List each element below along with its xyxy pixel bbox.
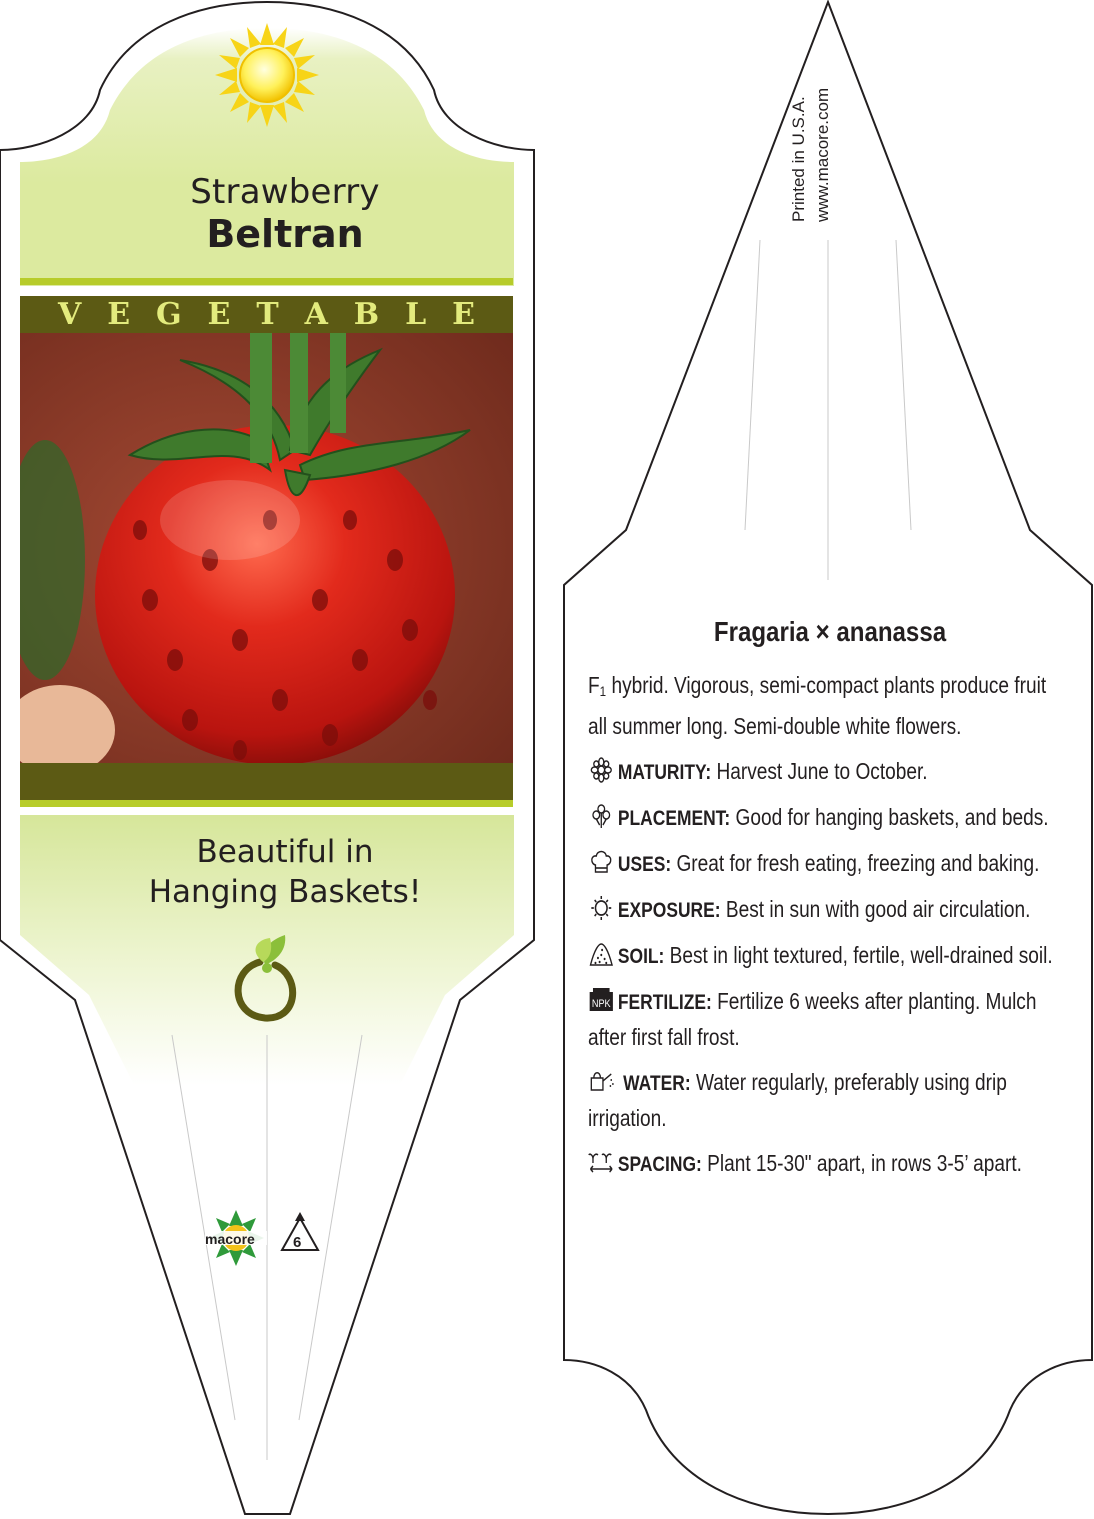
strawberry-photo bbox=[5, 333, 513, 775]
divider-line bbox=[20, 800, 513, 807]
soil-icon bbox=[588, 941, 615, 967]
category-letter: E bbox=[207, 297, 231, 332]
sun-icon bbox=[215, 23, 319, 127]
tagline-line-1: Beautiful in bbox=[196, 834, 374, 870]
brand-text: macore bbox=[205, 1231, 255, 1247]
exposure-item: EXPOSURE: Best in sun with good air circulation. bbox=[588, 892, 1053, 928]
category-letter: E bbox=[452, 297, 475, 332]
printed-in: Printed in U.S.A. bbox=[789, 96, 808, 222]
maturity-item: MATURITY: Harvest June to October. bbox=[588, 754, 1053, 790]
npk-icon bbox=[588, 987, 615, 1013]
description: F1 hybrid. Vigorous, semi-compact plants produce fruit all summer long. Semi-double white flowers. bbox=[588, 672, 1047, 739]
printed-info bbox=[787, 88, 835, 222]
category-letter: B bbox=[353, 297, 380, 332]
variety-name: Beltran bbox=[206, 212, 364, 256]
common-name: Strawberry bbox=[190, 172, 380, 212]
soil-item: SOIL: Best in light textured, fertile, well-drained soil. bbox=[588, 938, 1053, 974]
category-letter: V bbox=[58, 297, 82, 332]
npk-label: NPK bbox=[591, 998, 611, 1011]
care-info bbox=[588, 668, 1053, 1192]
chef-hat-icon bbox=[588, 849, 615, 875]
category-letter: L bbox=[405, 297, 427, 332]
photo-bottom-band bbox=[20, 763, 513, 800]
watering-can-icon bbox=[588, 1068, 615, 1094]
plant-icon bbox=[588, 803, 615, 829]
flower-icon bbox=[588, 757, 615, 783]
botanical-name: Fragaria × ananassa bbox=[713, 616, 947, 647]
category-letter: G bbox=[156, 297, 182, 332]
placement-item: PLACEMENT: Good for hanging baskets, and beds. bbox=[588, 800, 1053, 836]
recycle-code: 6 bbox=[293, 1234, 302, 1251]
water-item: WATER: Water regularly, preferably using drip irrigation. bbox=[588, 1069, 1007, 1131]
tagline bbox=[60, 832, 510, 912]
category-band bbox=[20, 296, 513, 333]
category-letter: E bbox=[107, 297, 131, 332]
uses-item: USES: Great for fresh eating, freezing and baking. bbox=[588, 846, 1053, 882]
sun-outline-icon bbox=[588, 895, 615, 921]
category-letter: T bbox=[256, 297, 279, 332]
tagline-line-2: Hanging Baskets! bbox=[148, 874, 422, 910]
spacing-item: SPACING: Plant 15-30" apart, in rows 3-5’ apart. bbox=[588, 1146, 1053, 1182]
website: www.macore.com bbox=[813, 87, 832, 222]
category-letter: A bbox=[304, 297, 328, 332]
spacing-icon bbox=[588, 1149, 615, 1175]
fertilize-item: NPK FERTILIZE: Fertilize 6 weeks after planting. Mulch after first fall frost. bbox=[588, 988, 1037, 1050]
